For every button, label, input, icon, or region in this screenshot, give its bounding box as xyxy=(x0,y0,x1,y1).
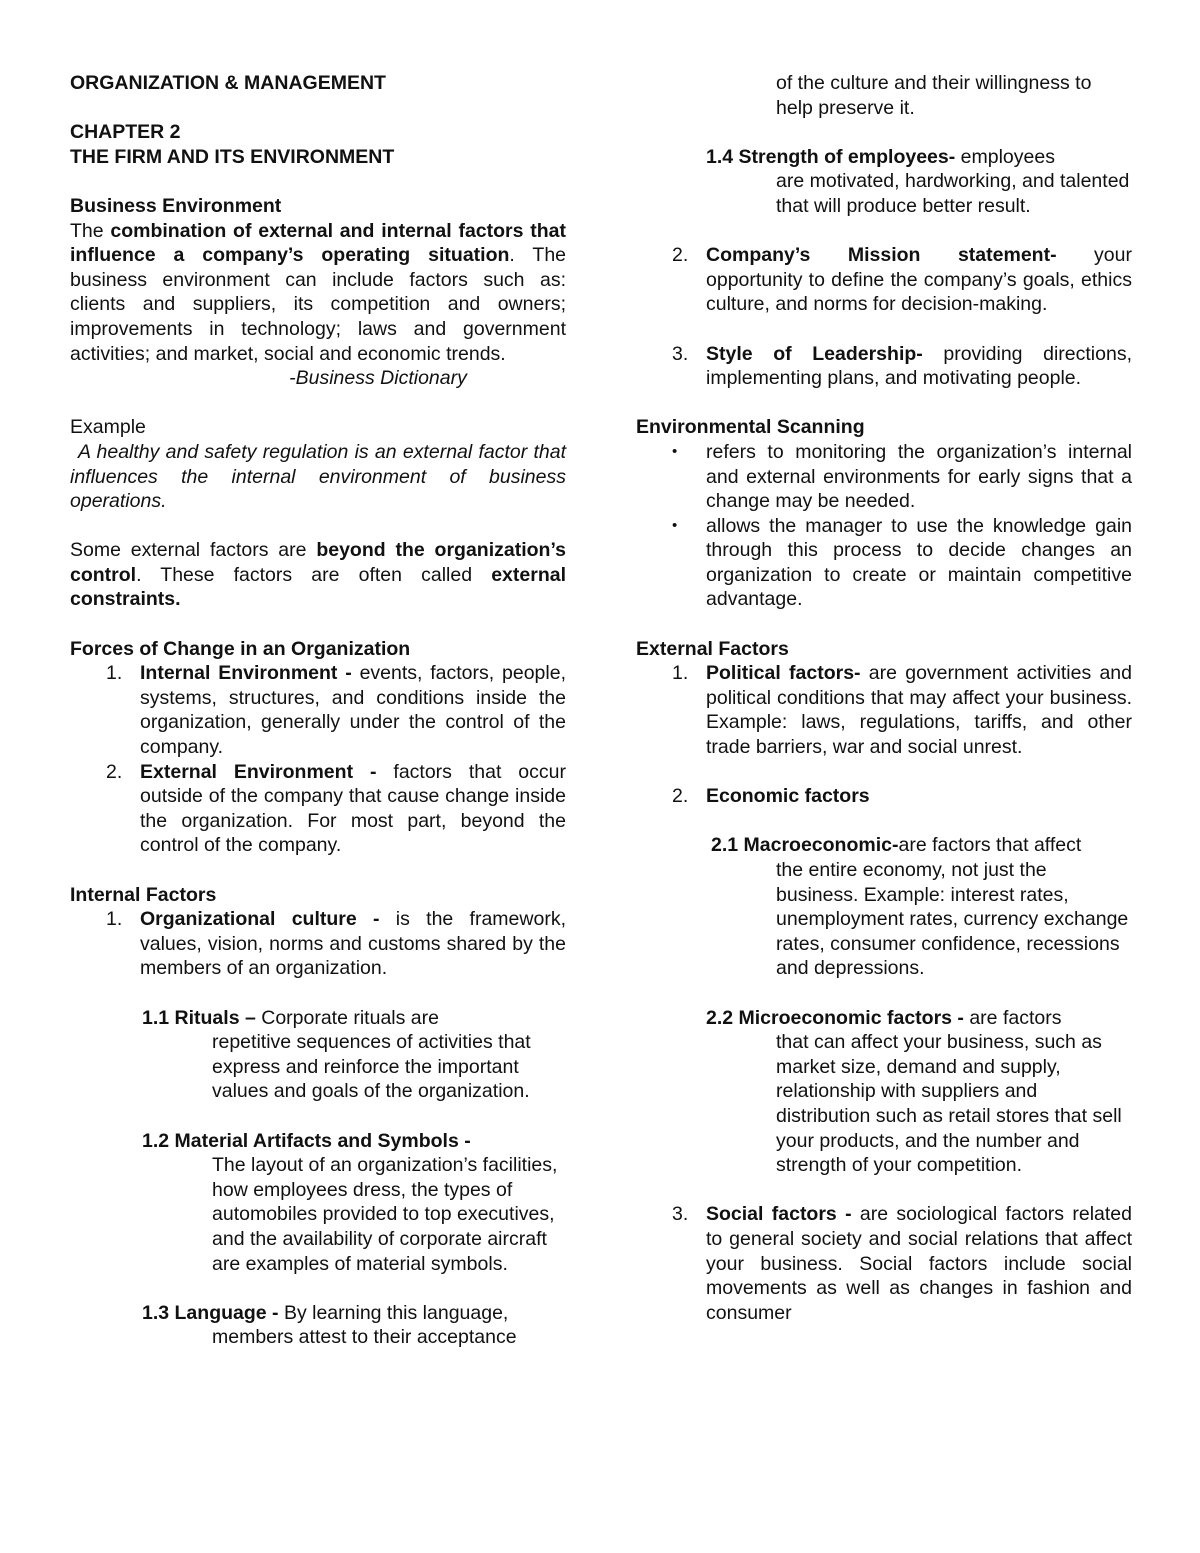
subitem-body: repetitive sequences of activities that express and reinforce the important values and goals of the organization. xyxy=(212,1031,531,1103)
subitem-macroeconomic xyxy=(636,833,1132,981)
subitem-term: 1.4 Strength of employees- xyxy=(706,145,956,168)
constraints-bold-1: beyond the organization’s control xyxy=(70,539,566,586)
right-column xyxy=(636,71,1132,1325)
external-item-2 xyxy=(636,784,1132,809)
subitem-body: that can affect your business, such as market size, demand and supply, relationship with suppliers and distribution such as retail stores that sell your products, and the number and strength of your competition. xyxy=(776,1031,1122,1177)
forces-item-2 xyxy=(70,760,566,858)
example-text: A healthy and safety regulation is an external factor that influences the internal environment of business operations. xyxy=(70,440,566,513)
bullet-dot: • xyxy=(672,516,678,534)
scanning-bullet-1 xyxy=(636,440,1132,514)
subitem-strength-of-employees xyxy=(636,145,1132,219)
internal-item-term: Style of Leadership- xyxy=(706,342,923,365)
course-title: ORGANIZATION & MANAGEMENT xyxy=(70,72,386,94)
internal-item-text: your opportunity to define the company’s goals, ethics culture, and norms for decision-making. xyxy=(706,244,1132,316)
forces-item-term: Internal Environment - xyxy=(140,662,352,685)
subitem-material-artifacts xyxy=(70,1129,566,1277)
subitem-lead: are factors that affect xyxy=(898,834,1082,857)
forces-item-text: factors that occur outside of the company that cause change inside the organization. For most part, beyond the control of the company. xyxy=(140,760,566,857)
forces-item-1 xyxy=(70,661,566,759)
list-number: 1. xyxy=(106,908,123,931)
external-factors-heading: External Factors xyxy=(636,637,789,660)
subitem-term: 1.2 Material Artifacts and Symbols - xyxy=(142,1129,471,1152)
subitem-term: 1.1 Rituals – xyxy=(142,1006,256,1029)
internal-item-2 xyxy=(636,243,1132,317)
external-item-3 xyxy=(636,1202,1132,1325)
subitem-microeconomic xyxy=(636,1006,1132,1178)
bullet-text: refers to monitoring the organization’s internal and external environments for early signs that a change may be needed. xyxy=(706,440,1132,513)
list-number: 3. xyxy=(672,1203,689,1226)
definition-source: -Business Dictionary xyxy=(289,367,467,390)
business-environment-heading: Business Environment xyxy=(70,194,282,217)
external-item-term: Social factors - xyxy=(706,1203,852,1226)
external-item-term: Economic factors xyxy=(706,785,870,808)
constraints-lead: Some external factors are xyxy=(70,539,317,562)
definition-lead: The xyxy=(70,219,111,242)
subitem-rituals xyxy=(70,1006,566,1104)
subitem-term: 1.3 Language - xyxy=(142,1301,279,1324)
business-environment-definition xyxy=(70,219,566,367)
internal-item-1 xyxy=(70,907,566,981)
list-number: 2. xyxy=(672,244,689,267)
list-number: 1. xyxy=(672,662,689,685)
definition-rest: . The business environment can include factors such as: clients and suppliers, its competition and owners; improvements in technology; laws and government activities; and market, social and economic trends. xyxy=(70,244,567,365)
list-number: 1. xyxy=(106,662,123,685)
forces-item-text: events, factors, people, systems, structures, and conditions inside the organization, generally under the control of the company. xyxy=(140,662,566,759)
subitem-body: are motivated, hardworking, and talented that will produce better result. xyxy=(776,170,1130,217)
forces-item-term: External Environment - xyxy=(140,760,377,783)
definition-bold: combination of external and internal factors that influence a company’s operating situation xyxy=(70,219,566,267)
subitem-body: the entire economy, not just the business. Example: interest rates, unemployment rates, currency exchange rates, consumer confidence, recessions and depressions. xyxy=(776,859,1129,980)
subitem-term: 2.1 Macroeconomic- xyxy=(711,834,899,857)
subitem-language-continued: of the culture and their willingness to help preserve it. xyxy=(776,72,1092,119)
internal-item-text: is the framework, values, vision, norms and customs shared by the members of an organization. xyxy=(140,908,566,980)
constraints-mid: . These factors are often called xyxy=(136,563,492,586)
list-number: 2. xyxy=(672,785,689,808)
external-item-text: are government activities and political conditions that may affect your business. Example: laws, regulations, tariffs, and other trade barriers, war and social unrest. xyxy=(706,662,1132,759)
subitem-lead: Corporate rituals are xyxy=(255,1006,439,1029)
subitem-body-start: members attest to their acceptance xyxy=(212,1326,517,1349)
example-label: Example xyxy=(70,416,146,439)
internal-item-text: providing directions, implementing plans, and motivating people. xyxy=(706,342,1132,390)
internal-factors-heading: Internal Factors xyxy=(70,883,217,906)
forces-heading: Forces of Change in an Organization xyxy=(70,637,411,660)
internal-item-3 xyxy=(636,342,1132,391)
subitem-lead: By learning this language, xyxy=(278,1301,509,1324)
external-item-text: are sociological factors related to general society and social relations that affect your business. Social factors include social movements as well as changes in fashion and consumer xyxy=(706,1203,1132,1324)
external-constraints-paragraph xyxy=(70,538,566,612)
internal-item-term: Organizational culture - xyxy=(140,908,380,931)
external-item-1 xyxy=(636,661,1132,759)
scanning-bullet-2 xyxy=(636,514,1132,612)
chapter-title: THE FIRM AND ITS ENVIRONMENT xyxy=(70,145,395,168)
environmental-scanning-heading: Environmental Scanning xyxy=(636,416,865,439)
subitem-lead: employees xyxy=(955,145,1055,168)
list-number: 2. xyxy=(106,760,123,783)
constraints-bold-2: external constraints. xyxy=(70,563,566,611)
bullet-dot: • xyxy=(672,442,678,460)
internal-item-term: Company’s Mission statement- xyxy=(706,244,1057,267)
chapter-number: CHAPTER 2 xyxy=(70,121,181,144)
external-item-term: Political factors- xyxy=(706,662,861,685)
list-number: 3. xyxy=(672,342,689,365)
subitem-lead: are factors xyxy=(963,1006,1062,1029)
bullet-text: allows the manager to use the knowledge gain through this process to decide changes an organization to create or maintain competitive advantage. xyxy=(706,514,1132,611)
subitem-body: The layout of an organization’s facilities, how employees dress, the types of automobiles provided to top executives, and the availability of corporate aircraft are examples of material symbols. xyxy=(212,1154,558,1275)
subitem-term: 2.2 Microeconomic factors - xyxy=(706,1006,964,1029)
subitem-language xyxy=(70,1301,566,1350)
left-column xyxy=(70,71,566,1350)
